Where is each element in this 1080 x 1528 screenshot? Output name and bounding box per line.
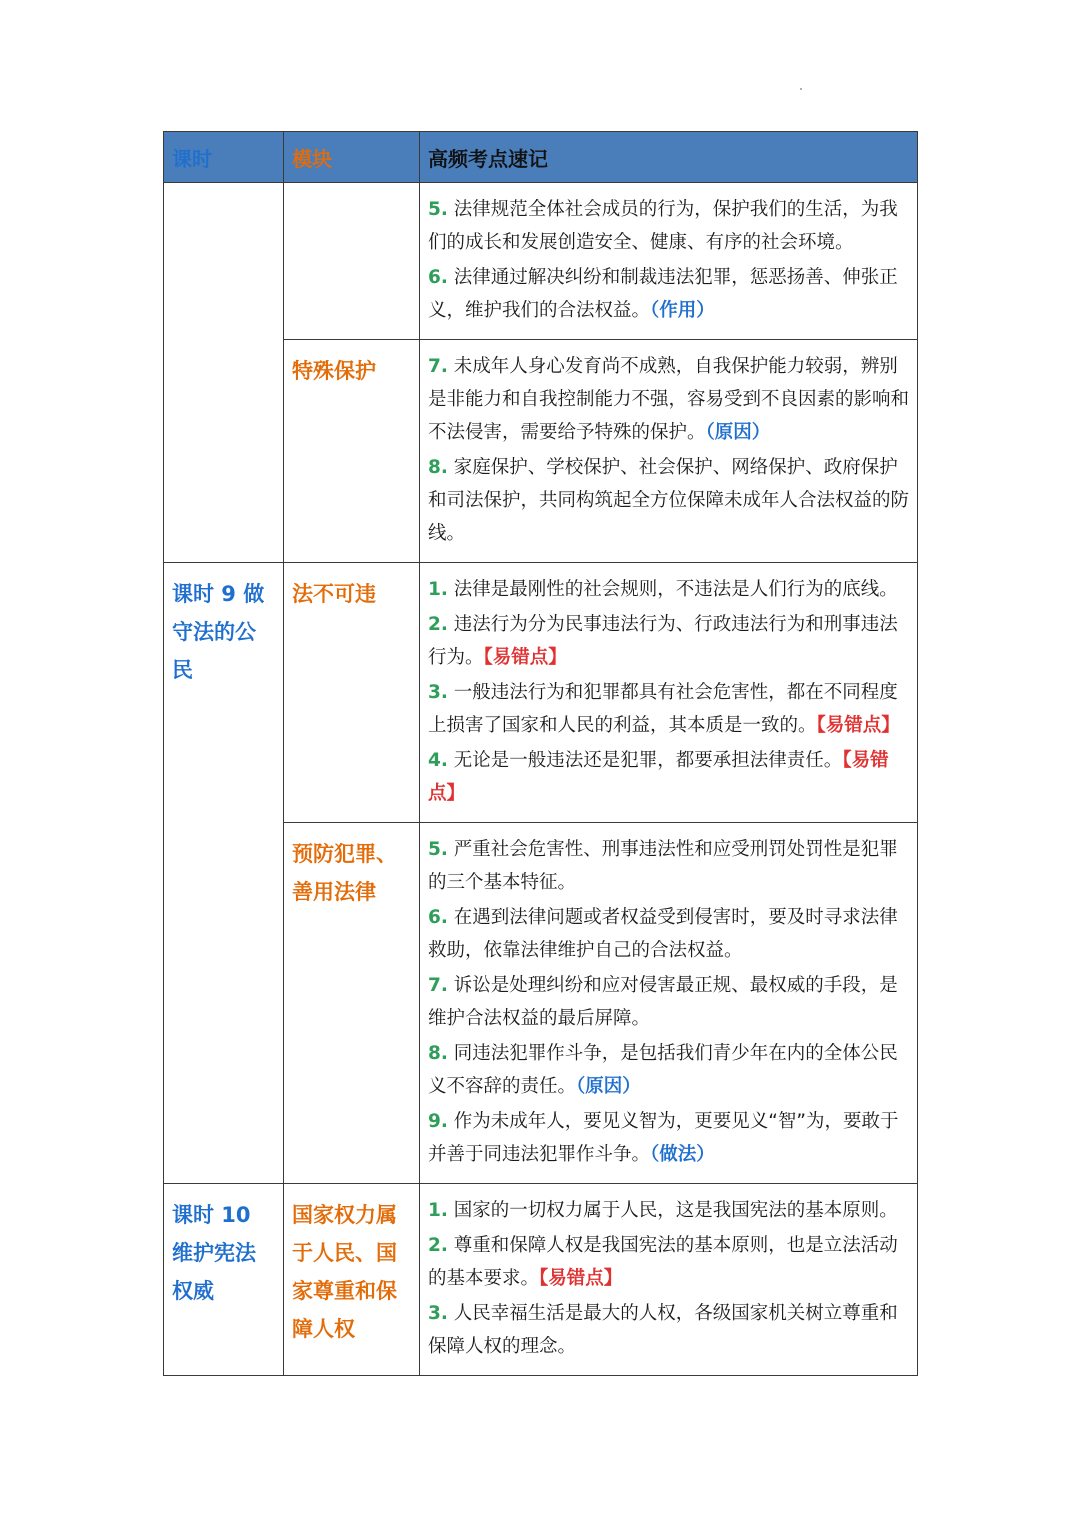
point-item: 5. 法律规范全体社会成员的行为，保护我们的生活，为我们的成长和发展创造安全、健康、有序的社会环境。 xyxy=(428,199,898,253)
note-tag: 【易错点】 xyxy=(816,715,900,736)
point-item: 2. 尊重和保障人权是我国宪法的基本原则，也是立法活动的基本要求。【易错点】 xyxy=(428,1235,898,1289)
point-item: 3. 一般违法行为和犯罪都具有社会危害性，都在不同程度上损害了国家和人民的利益，其本质是一致的。【易错点】 xyxy=(428,682,900,736)
module-cell: 预防犯罪、善用法律 xyxy=(284,823,420,1184)
table-row xyxy=(164,183,918,340)
header-lesson: 课时 xyxy=(164,132,284,183)
point-item: 8. 家庭保护、学校保护、社会保护、网络保护、政府保护和司法保护，共同构筑起全方位保障未成年人合法权益的防线。 xyxy=(428,457,910,544)
point-item: 6. 法律通过解决纠纷和制裁违法犯罪，惩恶扬善、伸张正义，维护我们的合法权益。（作用） xyxy=(428,267,898,321)
lesson-cell xyxy=(164,183,284,563)
point-item: 9. 作为未成年人，要见义智为，更要见义“智”为，要敢于并善于同违法犯罪作斗争。（做法） xyxy=(428,1111,899,1165)
points-cell xyxy=(420,563,918,823)
point-item: 5. 严重社会危害性、刑事违法性和应受刑罚处罚性是犯罪的三个基本特征。 xyxy=(428,839,898,893)
header-points: 高频考点速记 xyxy=(420,132,918,183)
note-tag: （作用） xyxy=(650,300,715,321)
table-header-row xyxy=(164,132,918,183)
points-cell xyxy=(420,1184,918,1376)
table-row xyxy=(164,1184,918,1376)
knowledge-table xyxy=(163,131,918,1376)
point-item: 7. 未成年人身心发育尚不成熟，自我保护能力较弱，辨别是非能力和自我控制能力不强，容易受到不良因素的影响和不法侵害，需要给予特殊的保护。（原因） xyxy=(428,356,910,443)
module-cell: 法不可违 xyxy=(284,563,420,823)
point-item: 7. 诉讼是处理纠纷和应对侵害最正规、最权威的手段，是维护合法权益的最后屏障。 xyxy=(428,975,898,1029)
note-tag: 【易错点】 xyxy=(483,647,567,668)
note-tag: （原因） xyxy=(576,1076,641,1097)
page-speck xyxy=(800,88,802,90)
point-item: 3. 人民幸福生活是最大的人权，各级国家机关树立尊重和保障人权的理念。 xyxy=(428,1303,898,1357)
point-item: 1. 国家的一切权力属于人民，这是我国宪法的基本原则。 xyxy=(428,1200,898,1221)
point-item: 1. 法律是最刚性的社会规则，不违法是人们行为的底线。 xyxy=(428,579,898,600)
note-tag: （原因） xyxy=(705,422,771,443)
point-item: 8. 同违法犯罪作斗争，是包括我们青少年在内的全体公民义不容辞的责任。（原因） xyxy=(428,1043,898,1097)
points-cell xyxy=(420,823,918,1184)
point-item: 4. 无论是一般违法还是犯罪，都要承担法律责任。【易错点】 xyxy=(428,750,889,804)
lesson-cell: 课时 9 做守法的公民 xyxy=(164,563,284,1184)
module-cell xyxy=(284,183,420,340)
lesson-cell: 课时 10 维护宪法权威 xyxy=(164,1184,284,1376)
module-cell: 国家权力属于人民、国家尊重和保障人权 xyxy=(284,1184,420,1376)
note-tag: 【易错点】 xyxy=(428,750,889,804)
points-cell xyxy=(420,183,918,340)
points-cell xyxy=(420,340,918,563)
table-row xyxy=(164,563,918,823)
point-item: 6. 在遇到法律问题或者权益受到侵害时，要及时寻求法律救助，依靠法律维护自己的合法权益。 xyxy=(428,907,898,961)
point-item: 2. 违法行为分为民事违法行为、行政违法行为和刑事违法行为。【易错点】 xyxy=(428,614,898,668)
note-tag: （做法） xyxy=(650,1144,715,1165)
module-cell: 特殊保护 xyxy=(284,340,420,563)
note-tag: 【易错点】 xyxy=(539,1268,623,1289)
header-module: 模块 xyxy=(284,132,420,183)
